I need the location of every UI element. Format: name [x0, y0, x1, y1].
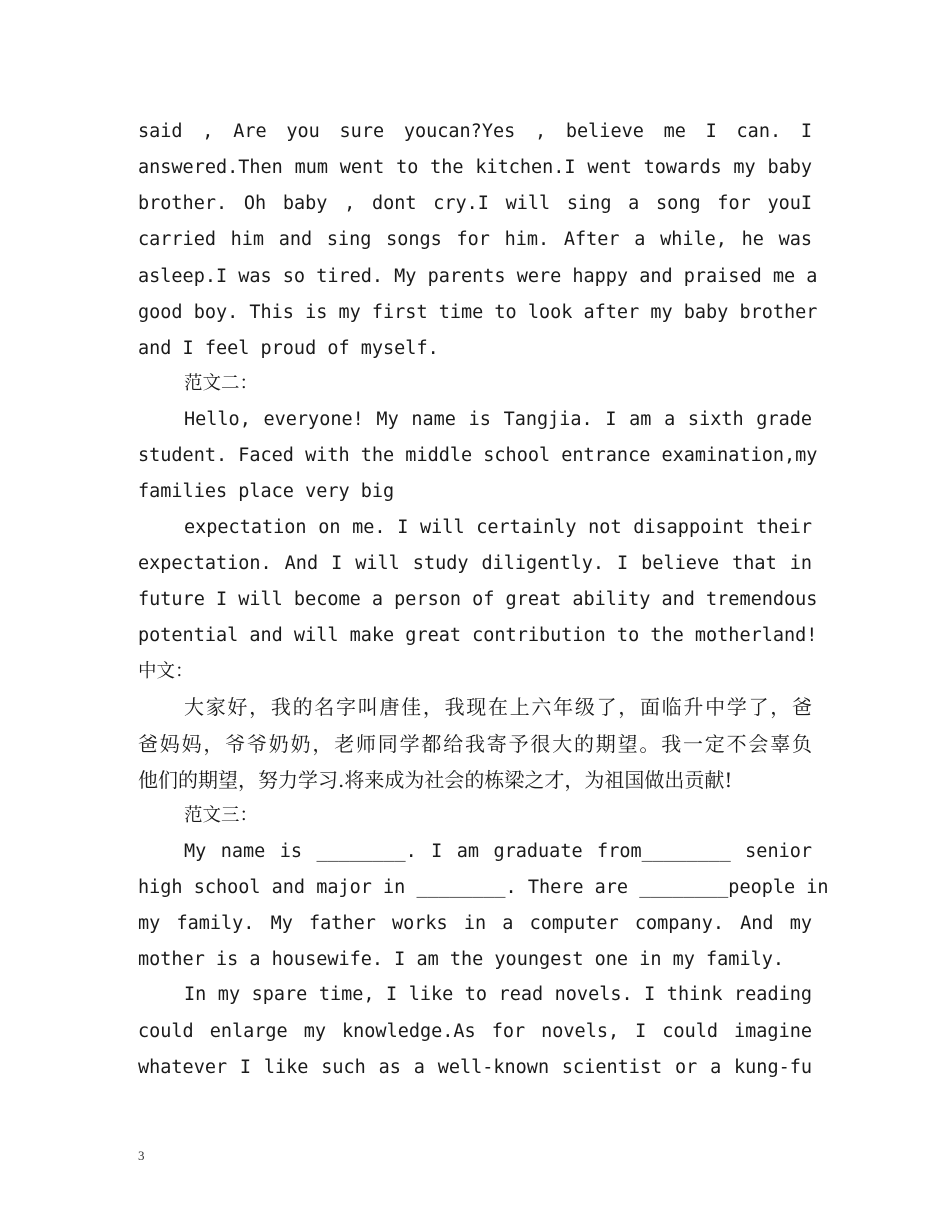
- chinese-line: 爸妈妈，爷爷奶奶，老师同学都给我寄予很大的期望。我一定不会辜负: [138, 732, 812, 756]
- body-line: answered.Then mum went to the kitchen.I went towards my baby: [138, 157, 812, 178]
- body-line: high school and major in ________. There are ________people in: [138, 877, 829, 898]
- body-line: expectation on me. I will certainly not disappoint their: [184, 517, 812, 538]
- body-line: my family. My father works in a computer company. And my: [138, 913, 812, 934]
- body-line: whatever I like such as a well-known scientist or a kung-fu: [138, 1057, 812, 1078]
- chinese-line: 大家好，我的名字叫唐佳，我现在上六年级了，面临升中学了，爸: [184, 695, 812, 719]
- section-heading: 中文：: [138, 661, 194, 682]
- section-heading: 范文三：: [184, 805, 259, 826]
- body-line: could enlarge my knowledge.As for novels, I could imagine: [138, 1021, 812, 1042]
- body-line: My name is ________. I am graduate from________ senior: [184, 841, 812, 862]
- body-line: potential and will make great contribution to the motherland!: [138, 625, 818, 646]
- body-line: families place very big: [138, 481, 395, 502]
- body-line: asleep.I was so tired. My parents were happy and praised me a: [138, 266, 818, 287]
- body-line: future I will become a person of great ability and tremendous: [138, 589, 818, 610]
- page-number: 3: [138, 1148, 145, 1163]
- body-line: said , Are you sure youcan?Yes , believe me I can. I: [138, 121, 812, 142]
- chinese-line: 他们的期望，努力学习.将来成为社会的栋梁之才，为祖国做出贡献!: [138, 768, 733, 792]
- body-line: good boy. This is my first time to look after my baby brother: [138, 302, 818, 323]
- body-line: carried him and sing songs for him. After a while, he was: [138, 229, 812, 250]
- body-line: Hello, everyone! My name is Tangjia. I am a sixth grade: [184, 409, 812, 430]
- section-heading: 范文二：: [184, 373, 259, 394]
- body-line: student. Faced with the middle school entrance examination,my: [138, 445, 818, 466]
- body-line: expectation. And I will study diligently. I believe that in: [138, 553, 812, 574]
- body-line: mother is a housewife. I am the youngest one in my family.: [138, 949, 785, 970]
- body-line: brother. Oh baby , dont cry.I will sing a song for youI: [138, 193, 812, 214]
- body-line: and I feel proud of myself.: [138, 338, 439, 359]
- body-line: In my spare time, I like to read novels. I think reading: [184, 984, 812, 1005]
